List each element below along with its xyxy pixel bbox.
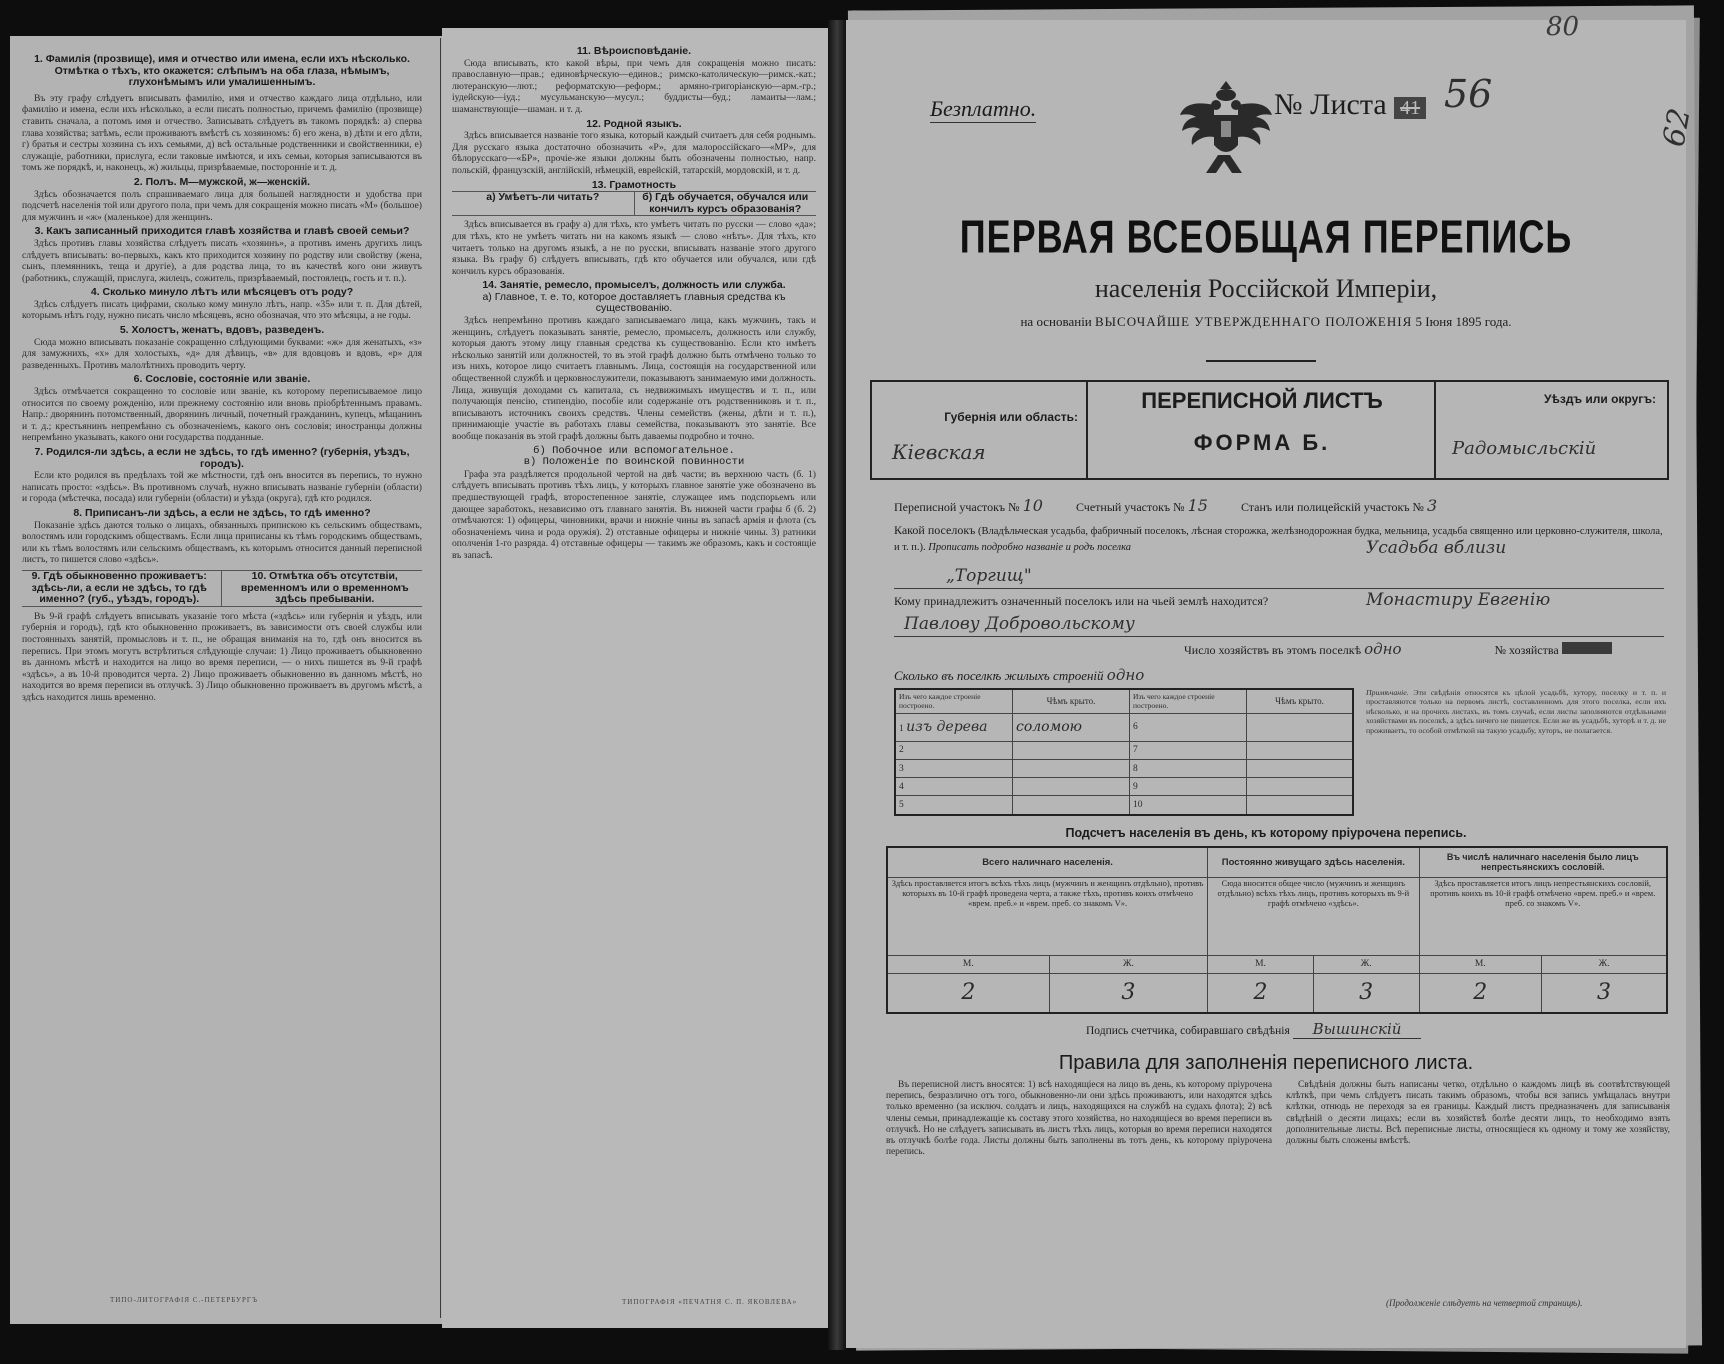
page-title: ПЕРВАЯ ВСЕОБЩАЯ ПЕРЕПИСЬ [959, 209, 1573, 263]
census-form-page [846, 12, 1698, 1348]
header-divider [1086, 380, 1088, 478]
note-label: Примѣчаніе. [1366, 688, 1409, 697]
section-subtitle: а) Умѣетъ-ли читать? [452, 192, 635, 215]
basis-c: 5 Іюня 1895 года. [1415, 314, 1512, 329]
section-text: Показаніе здѣсь даются только о лицахъ, обязанныхъ припискою къ сельскимъ обществамъ, волостямъ или городскимъ обществамъ. Если лица приписаны къ тѣмъ городскимъ обществамъ, или къ тѣмъ волостямъ или сельскимъ обществамъ, къ которымъ относится данный переписной листъ, то пишется слово «здѣсь». [22, 519, 422, 566]
page-basis [906, 314, 1626, 330]
row-no: 5 [895, 796, 1013, 815]
row-no: 1 [899, 724, 904, 735]
census-district-value: 10 [1022, 496, 1043, 515]
section-title: 2. Полъ. М—мужской, ж—женскій. [133, 175, 311, 188]
row-no: 3 [895, 759, 1013, 777]
police-value: 3 [1426, 496, 1438, 515]
table-row [895, 778, 1353, 796]
bt-header-roof: Чѣмъ крыто. [1013, 689, 1130, 713]
section-split [22, 570, 422, 607]
section-text: Сюда вписывать, кто какой вѣры, при чемъ для сокращенія можно писать: православную—прав.; единовѣрческую—единов.; римско-католическую—римск.-кат.; лютеранскую—лют.; реформатскую—реформ.; армяно-григоріанскую—арм.-гр.; іудейскую—іуд.; мусульманскую—мусул.; буддисты—буд.; ламаиты—лам.; шаманствующіе—шаман. и т. д. [452, 57, 816, 115]
bt-header-material: Изъ чего каждое строеніе построено. [1130, 689, 1247, 713]
section-subtitle: в) Положеніе по воинской повинности [523, 456, 745, 469]
section-text: Графа эта раздѣляется продольной чертой на двѣ части; въ верхнюю часть (б. 1) слѣдуетъ вписывать противъ тѣхъ лицъ, у которыхъ главное занятіе уже обозначено въ предшествующей графѣ, второстепенное занятіе, служащее имъ подспорьемъ или дающее заработокъ, независимо отъ главнаго занятія. Въ нижней части графы б (б. 2) отмѣчаются: 1) офицеры, чиновники, врачи и нижніе чины въ запасѣ армія и флота (съ обозначеніемъ чина и рода оружія). 2) отставные офицеры и нижніе чины. 3) ратники ополченія 1-го разряда. 4) отставные офицеры — такимъ же образомъ, какъ и состоящіе въ запасѣ. [452, 468, 816, 561]
sheet-title: ПЕРЕПИСНОЙ ЛИСТЪ [1141, 388, 1383, 413]
section-title: 3. Какъ записанный приходится главѣ хозяйства и главѣ своей семьи? [34, 225, 410, 238]
section-subtitle: б) Побочное или вспомогательное. [533, 444, 735, 457]
material-value: изъ дерева [906, 719, 988, 736]
section-text: Здѣсь непремѣнно противъ каждаго записываемаго лица, какъ мужчинъ, такъ и женщинъ, слѣдуетъ показывать занятіе, ремесло, промыселъ, должность или службу, которыя даютъ этому лицу главныя средства къ существованію. Если кто имѣетъ нѣсколько занятій или должностей, то въ этой графѣ должно быть отмѣчено только то изъ нихъ, которое лицо считаетъ главнымъ. Лица, состоящія на государственной или общественной службѣ и церковнослужители, показываютъ занимаемую ими должность. Лица, живущія доходами съ капитала, съ недвижимыхъ имуществъ и т. п., или получающія пенсію, стипендію, пособіе или содержаніе отъ родственниковъ и т. п., вписываютъ источникъ своихъ средствъ. Члены семействъ (жены, дѣти и т. п.), принимающіе участіе въ работахъ главы семейства, показываютъ это занятіе. Все вообще показанія въ этой графѣ должны быть даваемы подробно и точно. [452, 315, 816, 442]
male-header: М. [1208, 955, 1314, 973]
sheet-number-struck: 41 [1394, 97, 1426, 119]
pop-nonpeasant-male: 2 [1419, 973, 1542, 1013]
empty-cell [1247, 713, 1354, 741]
settlement-value: „Торгищ" [946, 566, 1032, 586]
basis-a: на основаніи [1020, 314, 1092, 329]
row-no: 2 [895, 741, 1013, 759]
corner-number: 62 [1656, 105, 1698, 150]
section-title: 12. Родной языкъ. [586, 117, 682, 130]
section-text: Въ эту графу слѣдуетъ вписывать фамилію, имя и отчество каждаго лица отдѣльно, или фамилію и имена, если ихъ нѣсколько, а если писать полностью, причемъ фамилію (прозвище) ставить сначала, а потомъ имя и отчество. Записывать слѣдуетъ въ такомъ порядкѣ: а) сперва глава хозяйства; затѣмъ, если проживаютъ вмѣстѣ съ хозяиномъ: б) его жена, в) дѣти и его дѣти, г) братья и сестры хозяина съ ихъ семьями, д) всѣ остальные родственники и свойственники, е) служащіе, работники, прислуга, если таковые имѣются, и ихъ семьи, которыя записываются въ томъ же порядкѣ, и, наконецъ, ж) жильцы, призрѣваемые, посторонніе и т. д. [22, 92, 422, 174]
row-no: 4 [895, 778, 1013, 796]
section-subtitle: б) Гдѣ обучается, обучался или кончилъ курсъ образованія? [642, 191, 809, 215]
sheet-form: ФОРМА Б. [1193, 430, 1331, 455]
rules-title: Правила для заполненія переписного листа. [1058, 1052, 1474, 1074]
signature-label: Подпись счетчика, собиравшаго свѣдѣнія [1086, 1025, 1290, 1037]
owner-label: Кому принадлежитъ означенный поселокъ или на чьей землѣ находится? [894, 594, 1269, 608]
bt-header-roof: Чѣмъ крыто. [1247, 689, 1354, 713]
left-page [10, 36, 444, 1324]
pop-note-permanent: Сюда вносится общее число (мужчинъ и женщинъ отдѣльно) всѣхъ тѣхъ лицъ, противъ которыхъ въ 9-й графѣ отмѣчено «здѣсь». [1208, 877, 1419, 955]
section-title: 11. Вѣроисповѣданіе. [576, 46, 692, 57]
printer-footer: ТИПО-ЛИТОГРАФІЯ С.-ПЕТЕРБУРГЪ [110, 1296, 258, 1304]
divider [1206, 360, 1316, 362]
note-text: Эти свѣдѣнія относятся къ цѣлой усадьбѣ, хутору, поселку и т. п. и проставляются только на первомъ листѣ, составленномъ для этого поселка, если ихъ нѣсколько, и на прочихъ листахъ, въ томъ случаѣ, если листы заполняются отдѣльными хозяйствами въ поселкѣ, а здѣсь ничего не пишется. Если же въ усадьбѣ, хуторѣ и т. д. не проживаетъ, то особой отмѣткой на такую усадьбу, хуторъ, не полагается. [1366, 688, 1667, 735]
empty-cell [1247, 759, 1354, 777]
pop-nonpeasant-female: 3 [1542, 973, 1667, 1013]
header-divider [1434, 380, 1436, 478]
male-header: М. [887, 955, 1049, 973]
table-row [895, 741, 1353, 759]
printer-footer: ТИПОГРАФІЯ «ПЕЧАТНЯ С. П. ЯКОВЛЕВА» [622, 1298, 798, 1306]
female-header: Ж. [1049, 955, 1207, 973]
rules-left: Въ переписной листъ вносятся: 1) всѣ находящіеся на лицо въ день, къ которому пріурочена перепись, безразлично отъ того, обыкновенно-ли они здѣсь проживаютъ, или находятся здѣсь только временно (за исключ. солдатъ и лицъ, находящихся на службѣ на судахъ флота); 2) всѣ члены семьи, принадлежащіе къ составу этого хозяйства, но находящіеся во время переписи въ отлучкѣ. Но не слѣдуетъ записывать въ листъ тѣхъ лицъ, которыя во время переписи находятся въ отлучкѣ болѣе года. Листы должны быть заполнены въ тотъ день, къ которому пріурочена перепись. [886, 1080, 1272, 1158]
pop-note-nonpeasant: Здѣсь проставляется итогъ лицъ непрестьянскихъ сословій, противъ коихъ въ 10-й графѣ отмѣчено «врем. преб.» и «врем. преб. со знакомъ V». [1419, 877, 1667, 955]
signature-line [1086, 1020, 1421, 1038]
empty-cell [1247, 796, 1354, 815]
province-value: Кіевская [892, 440, 986, 464]
pop-header-nonpeasant: Въ числѣ наличнаго населенія было лицъ непрестьянскихъ сословій. [1419, 847, 1667, 877]
section-text: Въ 9-й графѣ слѣдуетъ вписывать указаніе того мѣста («здѣсь» или губернія и уѣздъ, или губернія и городъ), гдѣ кто обыкновенно проживаетъ, въ зависимости отъ своей службы или постоянныхъ занятій, промысловъ и т. п., не обращая вниманія на то, гдѣ онъ вносится въ перепись. При этомъ могутъ встрѣтиться слѣдующіе случаи: 1) Лицо проживаетъ обыкновенно въ данномъ мѣстѣ и находится на лицо во время переписи, — о нихъ пишется въ 9-й графѣ «здѣсь», а въ 10-й проводится черта. 2) Лицо проживаетъ обыкновенно въ данномъ мѣстѣ, но находится во время переписи въ отлучкѣ. 3) Лицо обыкновенно проживаетъ въ другомъ мѣстѣ, а здѣсь находится лишь временно. [22, 610, 422, 703]
buildings-line [894, 666, 1144, 684]
empty-cell [1013, 741, 1130, 759]
county-value: Радомысльскій [1452, 438, 1597, 459]
middle-column [452, 46, 816, 1296]
buildings-table [894, 688, 1354, 816]
free-label: Безплатно. [930, 96, 1037, 121]
household-no-label: № хозяйства [1494, 643, 1559, 657]
table-row [895, 713, 1353, 741]
female-header: Ж. [1542, 955, 1667, 973]
male-header: М. [1419, 955, 1542, 973]
enumerator-signature: Вышинскій [1293, 1020, 1422, 1039]
entry-line [894, 588, 1664, 589]
owner-value: Монастиру Евгенію [1366, 590, 1551, 610]
pop-header-permanent: Постоянно живущаго здѣсь населенія. [1208, 847, 1419, 877]
bt-header-material: Изъ чего каждое строеніе построено. [895, 689, 1013, 713]
household-no-redacted [1562, 642, 1612, 654]
section-title: 8. Приписанъ-ли здѣсь, а если не здѣсь, то гдѣ именно? [73, 506, 371, 519]
section-text: Здѣсь вписывается названіе того языка, который каждый считаетъ для себя роднымъ. Для русскаго языка достаточно обозначить «Р», для малороссійскаго—«МР», для бѣлорусскаго—«БР», прочіе-же языки должны быть обозначены полностью, напр. польскій, французскій, англійскій, нѣмецкій, еврейскій, татарскій, мордовскій, и т. д. [452, 130, 816, 176]
page-subtitle: населенія Россійской Имперіи, [1094, 274, 1438, 303]
population-title: Подсчетъ населенія въ день, къ которому пріурочена перепись. [1065, 826, 1467, 840]
settlement-hint: (Владѣльческая усадьба, фабричный поселокъ, лѣсная сторожка, желѣзнодорожная будка, мельница, усадьба священно или церковно-служителя, школа, и т. п.). [894, 526, 1663, 553]
county-label: Уѣздъ или округъ: [1543, 392, 1656, 406]
row-no: 10 [1130, 796, 1247, 815]
row-no: 7 [1130, 741, 1247, 759]
section-title: 4. Сколько минуло лѣтъ или мѣсяцевъ отъ роду? [90, 286, 354, 299]
section-subtitle: а) Главное, т. е. то, которое доставляетъ главныя средства къ существованію. [482, 290, 786, 315]
section-title: 5. Холостъ, женатъ, вдовъ, разведенъ. [119, 324, 325, 337]
pop-note-total: Здѣсь проставляется итогъ всѣхъ тѣхъ лицъ (мужчинъ и женщинъ отдѣльно), противъ которыхъ въ 10-й графѣ проведена черта, а также тѣхъ, противъ коихъ отмѣчено «врем. преб.» и «врем. преб. со знакомъ V». [887, 877, 1208, 955]
row-no: 9 [1130, 778, 1247, 796]
settlement-label: Какой поселокъ [894, 523, 976, 537]
column-rule [440, 38, 441, 1318]
section-title: 10. Отмѣтка объ отсутствіи, временномъ или о временномъ здѣсь пребываніи. [240, 569, 409, 606]
empty-cell [1247, 778, 1354, 796]
count-district-value: 15 [1187, 496, 1208, 515]
section-text: Если кто родился въ предѣлахъ той же мѣстности, гдѣ онъ вносится въ перепись, то нужно написать просто: «здѣсь». Въ противномъ случаѣ, нужно вписывать названіе губерніи (области) и города (мѣстечка, посада) или губерніи (области) и уѣзда (округа), гдѣ кто родился. [22, 470, 422, 505]
district-line [894, 496, 1664, 515]
pop-permanent-male: 2 [1208, 973, 1314, 1013]
settlement-value: Усадьба вблизи [1366, 538, 1507, 558]
empty-cell [1247, 741, 1354, 759]
corner-number: 80 [1546, 12, 1580, 42]
sheet-number-label: № Листа [1274, 88, 1387, 121]
roof-value: соломою [1013, 713, 1130, 741]
empty-cell [1013, 796, 1130, 815]
rules-continue: (Продолженіе слѣдуетъ на четвертой страницѣ). [1386, 1298, 1583, 1308]
pop-total-female: 3 [1049, 973, 1207, 1013]
settlement-hint2: Прописать подробно названіе и родъ поселка [928, 542, 1131, 553]
households-label: Число хозяйствъ въ этомъ поселкѣ [1184, 643, 1362, 657]
table-row [895, 759, 1353, 777]
pop-permanent-female: 3 [1313, 973, 1419, 1013]
section-title: 14. Занятіе, ремесло, промыселъ, должность или служба. [482, 279, 786, 292]
households-line [1184, 640, 1612, 658]
section-text: Здѣсь слѣдуетъ писать цифрами, сколько кому минуло лѣтъ, напр. «35» или т. п. Для дѣтей, которымъ нѣтъ году, нужно писать число мѣсяцевъ, ясно обозначая, что это мѣсяцы, а не годы. [22, 298, 422, 322]
middle-page [442, 28, 828, 1328]
pop-header-total: Всего наличнаго населенія. [887, 847, 1208, 877]
female-header: Ж. [1313, 955, 1419, 973]
section-split [452, 191, 816, 216]
empty-cell [1013, 759, 1130, 777]
section-text: Сюда можно вписывать показаніе сокращенно слѣдующими буквами: «ж» для женатыхъ, «з» для замужнихъ, «х» для холостыхъ, «д» для дѣвицъ, «в» для вдовцовъ и вдовъ, «р» для разведенныхъ. Противъ малолѣтнихъ проводить черту. [22, 336, 422, 371]
corner-number: 56 [1444, 72, 1493, 116]
section-text: Здѣсь противъ главы хозяйства слѣдуетъ писать «хозяинъ», а противъ именъ другихъ лицъ слѣдуетъ вписывать: во-первыхъ, какъ кто приходится хозяину по родству или свойству (жена, сынъ, племянникъ, теща и другіе), а для родства лица, то въ качествѣ кого они живутъ (работникъ, служащій, прислуга, жилецъ, сожитель, призрѣваемый, постоялецъ, гость и т. п.). [22, 237, 422, 284]
owner-value: Павлову Добровольскому [904, 614, 1135, 634]
buildings-note [1366, 688, 1666, 735]
buildings-value: одно [1106, 666, 1145, 684]
row-no: 6 [1130, 713, 1247, 741]
households-value: одно [1364, 640, 1402, 658]
section-title: 13. Грамотность [591, 178, 677, 191]
book-gutter [828, 20, 846, 1350]
imperial-eagle-emblem [1178, 75, 1274, 187]
census-district-label: Переписной участокъ № [894, 500, 1020, 514]
count-district-label: Счетный участокъ № [1075, 500, 1185, 514]
section-subtitle: Отмѣтка о тѣхъ, кто окажется: слѣпымъ на оба глаза, нѣмымъ, глухонѣмымъ или умалишеннымъ. [54, 64, 390, 89]
section-title: 1. Фамилія (прозвище), имя и отчество или имена, если ихъ нѣсколько. [34, 54, 410, 65]
pop-total-male: 2 [887, 973, 1049, 1013]
entry-line [894, 636, 1664, 637]
section-text: Здѣсь обозначается полъ спрашиваемаго лица для большей наглядности и удобства при подсчетѣ населенія той или другого пола, при чемъ для сокращенія можно писать «М» (большое) для мужчинъ и «ж» (маленькое) для женщинъ. [22, 188, 422, 223]
left-column [22, 54, 422, 1304]
section-text: Здѣсь вписывается въ графу а) для тѣхъ, кто умѣетъ читать по русски — слово «да»; для тѣхъ, кто не умѣетъ читать ни на какомъ языкѣ — слово «нѣтъ». Для тѣхъ, кто читаетъ только на другомъ языкѣ, а не по русски, вписывать названіе этого другого языка. Въ графу б) слѣдуетъ вписывать, гдѣ кто обучается или обучался, или гдѣ кончилъ курсъ образованія. [452, 219, 816, 277]
row-no: 8 [1130, 759, 1247, 777]
section-text: Здѣсь отмѣчается сокращенно то сословіе или званіе, къ которому переписываемое лицо относится по своему рожденію, или прежнему состоянію или вновь пріобрѣтеннымъ правамъ. Напр.: дворянинъ потомственный, дворянинъ личный, почетный гражданинъ, купецъ, мѣщанинъ и т. д.; крестьянинъ непремѣнно съ обозначеніемъ, какого онъ сословія; иностранцы должны непремѣнно указывать, какого они государства подданные. [22, 386, 422, 444]
province-label: Губернія или область: [944, 410, 1078, 424]
section-title: 6. Сословіе, состояніе или званіе. [133, 373, 311, 386]
section-title: 9. Гдѣ обыкновенно проживаетъ: здѣсь-ли, а если не здѣсь, то гдѣ именно? (губ., уѣздъ, городъ). [22, 571, 222, 606]
basis-b: ВЫСОЧАЙШЕ УТВЕРЖДЕННАГО ПОЛОЖЕНІЯ [1095, 314, 1413, 329]
settlement-line [894, 522, 1664, 556]
section-title: 7. Родился-ли здѣсь, а если не здѣсь, то гдѣ именно? (губернія, уѣздъ, городъ). [34, 446, 410, 470]
buildings-label: Сколько въ поселкѣ жилыхъ строеній [894, 668, 1104, 683]
table-row [895, 796, 1353, 815]
empty-cell [1013, 778, 1130, 796]
sheet-number [1274, 88, 1426, 122]
population-table [886, 846, 1668, 1014]
police-label: Станъ или полицейскій участокъ № [1240, 500, 1424, 514]
rules-right: Свѣдѣнія должны быть написаны четко, отдѣльно о каждомъ лицѣ въ соотвѣтствующей клѣткѣ, при чемъ слѣдуетъ писать такимъ образомъ, чтобы вся запись умѣщалась внутри клѣтки, отнюдь не переходя за ея границы. Каждый листъ предназначенъ для записыванія свѣдѣній о десяти лицахъ; если въ хозяйствѣ болѣе десяти лицъ, то необходимо взять дополнительные листы. Всѣ переписные листы, относящіеся къ одному и тому же хозяйству, должны быть сложены вмѣстѣ. [1286, 1080, 1670, 1147]
